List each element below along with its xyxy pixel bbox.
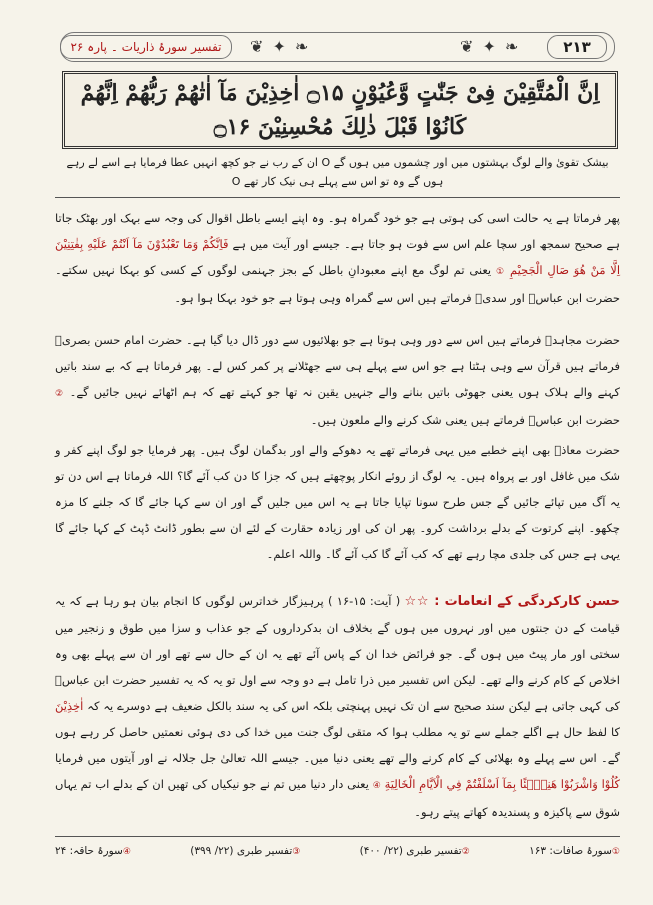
verse-line-1: اِنَّ الْمُتَّقِیْنَ فِیْ جَنّٰتٍ وَّعُیُوْنٍ ۝۱۵ اٰخِذِیْنَ مَآ اٰتٰهُمْ رَبُّهُمْ اِنَّهُمْ xyxy=(80,80,600,106)
paragraph-3-text: حضرت معاذؓ بھی اپنے خطبے میں یہی فرماتے تھے یہ دھوکے والے اور بدگمان لوگ ہیں۔ پھر فرمایا جو لوگ اپنے کفر و شک میں غافل اور بے پرواہ ہیں۔ یہ لوگ از روئے انکار پوچھتے ہیں کہ جزا کا دن کب آئے گا؟ اللہ فرماتا ہے اس دن تو یہ آگ میں تپائے جائیں گے جس طرح سونا تپایا جاتا ہے یہ اس میں جلیں گے اور ان سے کہا جائے گا کہ جلنے کا مزہ چکھو۔ اپنے کرتوت کے بدلے برداشت کرو۔ پھر ان کی اور زیادہ حقارت کے لئے ان سے بطور ڈانٹ ڈپٹ کے کہا جائے گا یہی ہے جس کی جلدی مچا رہے تھے کہ کب آئے گا کب آئے گا۔ واللہ اعلم۔ xyxy=(55,443,620,561)
paragraph-1-arabic: فَاِنَّكُمْ وَمَا تَعْبُدُوْنَ مَآ اَنْتُمْ عَلَيْهِ بِفٰتِنِيْنَ اِلَّا مَنْ هُوَ صَالِ الْجَحِيْمِ xyxy=(55,237,621,277)
ornament-left: ❦ ✦ ❧ xyxy=(250,37,311,56)
footnote-2-text: تفسیر طبری (۲۲/ ۴۰۰) xyxy=(359,845,462,857)
paragraph-3 xyxy=(55,437,620,567)
paragraph-2-text-b: حضرت ابن عباسؓ فرماتے ہیں یعنی شک کرنے والے ملعون ہیں۔ xyxy=(310,413,620,427)
footnote-4 xyxy=(55,842,131,861)
page-header xyxy=(60,32,615,62)
paragraph-4-arabic-verse: كُلُوْا وَاشْرَبُوْا هَنِيْۤئًا بِمَآ اَسْلَفْتُمْ فِي الْاَيَّامِ الْخَالِيَةِ xyxy=(384,777,621,791)
section-heading: حسن کارکردگی کے انعامات : ☆☆ xyxy=(404,594,620,609)
quran-verse-box xyxy=(62,71,618,149)
paragraph-4-text-b: کا لفظ حال ہے اگلے جملے سے تو یہ مطلب ہوا کہ متقی لوگ جنت میں خدا کی دی ہوئی نعمتیں حاصل کر رہے ہوں گے۔ اس سے پہلے وہ بھلائی کے کام کرنے والے تھے یعنی دنیا میں۔ جیسے اللہ تعالیٰ جل جلالہ نے اور آیتوں میں فرمایا xyxy=(55,725,620,765)
paragraph-1 xyxy=(55,205,620,311)
footnote-2-mark: ② xyxy=(461,847,470,857)
paragraph-1-text-a: پھر فرماتا ہے یہ حالت اسی کی ہوتی ہے جو خود گمراہ ہو۔ وہ اپنے ایسے باطل اقوال کی وجہ سے بہک اور بھٹک جاتا ہے صحیح سمجھ اور سچا علم اس سے فوت ہو جاتا ہے۔ جیسے اور آیت میں ہے xyxy=(55,211,621,251)
paragraph-4 xyxy=(55,588,620,825)
paragraph-2 xyxy=(55,327,620,433)
ornament-right: ❦ ✦ ❧ xyxy=(460,37,521,56)
page-number: ۲۱۳ xyxy=(547,35,607,59)
paragraph-4-text-a: ( آیت: ۱۵-۱۶ ) پرہیزگار خداترس لوگوں کا انجام بیان ہو رہا ہے کہ یہ قیامت کے دن جنتوں میں اور نہروں میں ہوں گے بخلاف ان بدکرداروں کے جو عذاب و سزا میں طوق و زنجیر میں سختی اور مار پیٹ میں ہوں گے۔ جو فرائض خدا ان کے پاس آئے تھے یہ ان کے حال سے تھے اور ان سے پہلے بھی وہ اخلاص کے کام کرنے والے تھے۔ لیکن اس تفسیر میں ذرا تامل ہے دو وجہ سے اول تو یہ کہ یہ تفسیر حضرت ابن عباسؓ کی کہی جاتی ہے لیکن سند صحیح سے ان تک نہیں پہنچتی بلکہ اس کی یہ سند بالکل ضعیف ہے دوسرے یہ کہ xyxy=(55,594,621,713)
paragraph-1-text-b: یعنی تم لوگ مع اپنے معبودانِ باطل کے بجز جہنمی لوگوں کے کسی کو بہکا نہیں سکتے۔ حضرت ابن عباسؓ اور سدیؒ فرماتے ہیں اس سے گمراہ وہی ہوتا ہے جو خود بہکا ہوا ہو۔ xyxy=(55,263,620,305)
paragraph-4-arabic-word: اٰخِذِیْنَ xyxy=(55,699,84,713)
footnote-1-mark: ① xyxy=(611,847,620,857)
paragraph-4-text-c: یعنی دار دنیا میں تم نے جو نیکیاں کی تھیں ان کے بدلے اب تم یہاں شوق سے پاکیزہ و پسندیدہ کھاتے پیتے رہو۔ xyxy=(55,777,620,819)
surah-title: تفسیر سورۂ ذاریات ۔ پارہ ۲۶ xyxy=(60,35,232,59)
verse-line-2: كَانُوْا قَبْلَ ذٰلِكَ مُحْسِنِیْنَ ۝۱۶ xyxy=(213,114,467,140)
footnote-divider xyxy=(55,836,620,837)
footnote-marker-4: ④ xyxy=(372,781,381,791)
footnote-1 xyxy=(529,842,620,861)
footnote-3-mark: ③ xyxy=(292,847,301,857)
footnote-marker-1: ① xyxy=(495,267,506,277)
translation-divider xyxy=(55,197,620,198)
footnote-3 xyxy=(190,842,300,861)
footnote-4-text: سورۂ حاقہ: ۲۴ xyxy=(55,845,123,857)
footnote-3-text: تفسیر طبری (۲۲/ ۳۹۹) xyxy=(190,845,293,857)
footnote-2 xyxy=(360,842,470,861)
verse-translation: بیشک تقویٰ والے لوگ بہشتوں میں اور چشموں میں ہوں گے O ان کے رب نے جو کچھ انہیں عطا فرمایا ہے اسے لے رہے ہوں گے وہ تو اس سے پہلے ہی نیک کار تھے O xyxy=(66,156,609,188)
footnotes xyxy=(55,842,620,861)
footnote-4-mark: ④ xyxy=(122,847,131,857)
footnote-marker-2: ② xyxy=(55,389,65,399)
paragraph-2-text-a: حضرت مجاہدؒ فرماتے ہیں اس سے دور وہی ہوتا ہے جو بھلائیوں سے دور ڈال دیا گیا ہے۔ حضرت امام حسن بصریؒ فرماتے ہیں قرآن سے وہی ہٹتا ہے جو اس سے پہلے ہی سے جھٹلانے پر کمر کس لے۔ پھر فرماتا ہے کہ بے سند باتیں کہنے والے ہلاک ہوں یعنی جھوٹی باتیں بنانے والے جنہیں یقین نہ تھا جو کہتے تھے کہ ہم اٹھائے نہیں جائیں گے۔ xyxy=(55,333,620,399)
footnote-1-text: سورۂ صافات: ۱۶۳ xyxy=(529,845,612,857)
